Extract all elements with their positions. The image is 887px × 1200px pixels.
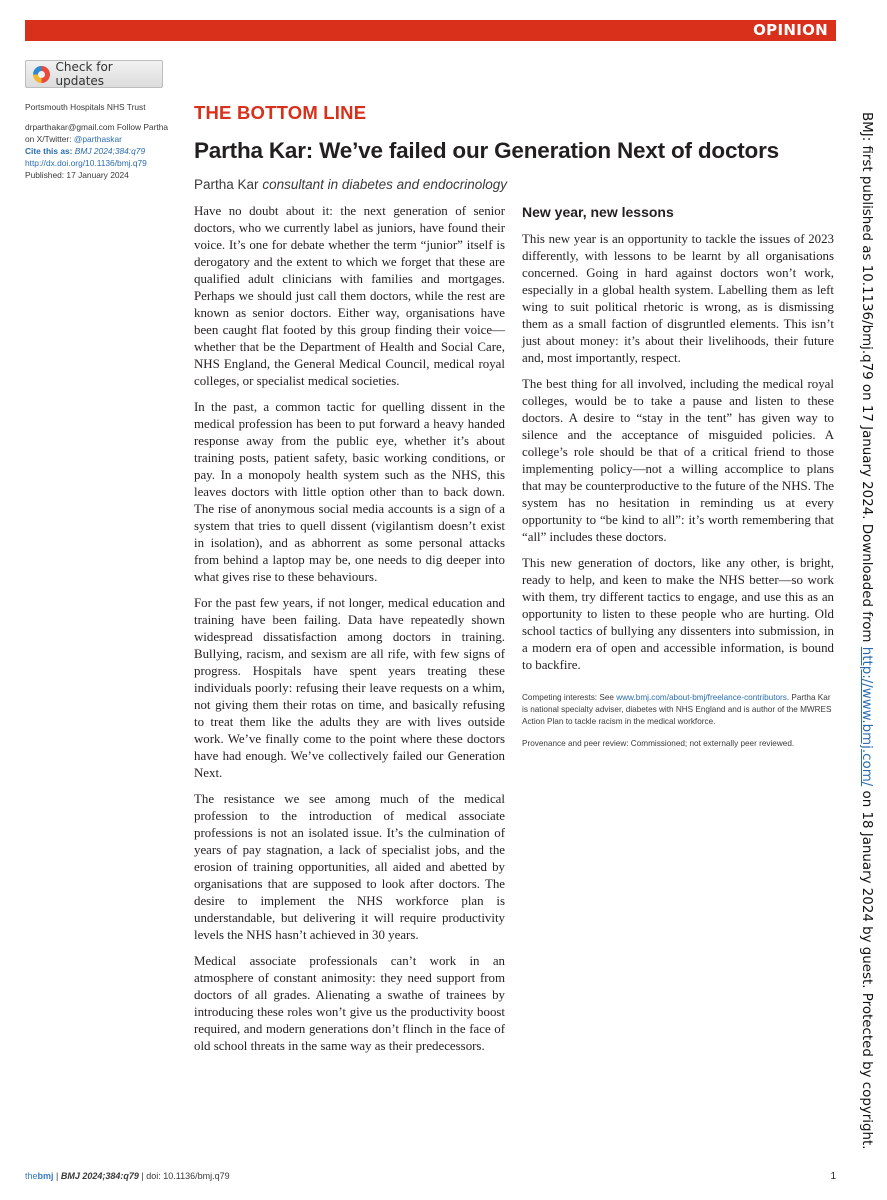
body-paragraph: For the past few years, if not longer, medical education and training have been failing. Data have repeatedly shown widespread dissatisfaction among doctors in training. Bullying, racism, and sexism are all rife, with few signs of progress. Hospitals have spent years treating these individuals poorly: refusing their leave requests on a whim, not giving them their rotas on time, and basically refusing to treat them like the adults they are with lives outside work. We’ve finally come to the point where these doctors have had enough. We’ve collectively failed our Generation Next. — [194, 596, 505, 780]
copyright-notice — [856, 112, 876, 1150]
copyright-notice-end: on 18 January 2024 by guest. Protected by copyright. — [859, 786, 874, 1150]
author-affiliation: Portsmouth Hospitals NHS Trust — [25, 102, 146, 112]
published-date: Published: 17 January 2024 — [25, 170, 129, 180]
section-bar — [25, 20, 836, 41]
byline — [194, 177, 507, 192]
cite-line — [25, 145, 175, 157]
section-label: OPINION — [753, 21, 828, 39]
body-paragraph: Medical associate professionals can’t work in an atmosphere of constant animosity: they need support from doctors of all grades. Alienating a swathe of trainees by introducing these roles won’t give us the productivity boost required, and modern generations don’t flinch in the face of old school threats in the same way as their predecessors. — [194, 954, 505, 1053]
provenance-note: Provenance and peer review: Commissioned; not externally peer reviewed. — [522, 739, 795, 748]
article-kicker: THE BOTTOM LINE — [194, 102, 367, 123]
article-notes — [522, 692, 834, 750]
cite-value: BMJ 2024;384:q79 — [74, 146, 146, 156]
bmj-site-link[interactable]: http://www.bmj.com/ — [859, 646, 874, 787]
footer-brand-the: the — [25, 1171, 38, 1181]
article-column-left — [194, 203, 505, 1064]
article-sidebar — [25, 101, 175, 181]
crossmark-icon — [33, 66, 50, 83]
contact-text: drparthakar@gmail.com Follow Partha on X/Twitter: — [25, 122, 169, 144]
footer-citation: BMJ 2024;384:q79 — [60, 1171, 139, 1181]
check-for-updates-button[interactable] — [25, 60, 163, 88]
competing-text: . Partha Kar is national specialty adviser, diabetes with NHS England and is author of the MWRES Action Plan to tackle racism in the medical workforce. — [522, 693, 832, 726]
body-paragraph: The resistance we see among much of the medical profession to the introduction of medical associate professions is not an isolated issue. It’s the culmination of years of pay stagnation, a lack of specialist jobs, and the erosion of training opportunities, all aided and abetted by organisations that are supposed to look after doctors. The desire to implement the NHS workforce plan is understandable, but delivering it will require productivity levels the NHS hasn’t achieved in 30 years. — [194, 792, 505, 942]
doi-link[interactable]: http://dx.doi.org/10.1136/bmj.q79 — [25, 158, 147, 168]
article-title: Partha Kar: We’ve failed our Generation Next of doctors — [194, 138, 779, 163]
article-column-right — [522, 204, 834, 760]
copyright-notice-start: BMJ: first published as 10.1136/bmj.q79 on 17 January 2024. Downloaded from — [859, 112, 874, 647]
author-name: Partha Kar — [194, 177, 259, 192]
body-paragraph: The best thing for all involved, including the medical royal colleges, would be to take a pause and listen to these doctors. A desire to “stay in the tent” has given way to silence and the acceptance of misguided policies. A college’s role should be that of a critical friend to those implementing policy—not a willing accomplice to plans that may be counterproductive to the future of the NHS. The system has no hesitation in reminding us at every opportunity to “be kind to all”: it’s worth remembering that “all” includes these doctors. — [522, 377, 834, 544]
page-footer — [25, 1171, 836, 1181]
footer-doi: | doi: 10.1136/bmj.q79 — [138, 1171, 230, 1181]
body-paragraph: This new year is an opportunity to tackle the issues of 2023 differently, with lessons to be learnt by all organisations concerned. Going in hard against doctors won’t work, especially in a global health system. Labelling them as left wing to suit political rhetoric is wrong, as is dismissing them as a small faction of disgruntled elements. This isn’t just about money: it’s about their livelihoods, their future and, most importantly, respect. — [522, 232, 834, 365]
check-for-updates-label: Check for updates — [55, 60, 113, 88]
freelance-contributors-link[interactable]: www.bmj.com/about-bmj/freelance-contributors — [616, 693, 787, 702]
page-number: 1 — [830, 1171, 836, 1182]
competing-interests — [522, 692, 834, 728]
footer-separator: | — [53, 1171, 61, 1181]
footer-brand-bmj: bmj — [37, 1171, 54, 1181]
author-role: consultant in diabetes and endocrinology — [262, 177, 507, 192]
twitter-handle-link[interactable]: @parthaskar — [73, 134, 122, 144]
author-contact — [25, 121, 175, 145]
body-paragraph: This new generation of doctors, like any other, is bright, ready to help, and keen to make the NHS better—so work with them, try different tactics to engage, and use this as an opportunity to listen to these people who are hurting. Old school tactics of bullying any dissenters into submission, in a modern era of open and accessible information, is bound to backfire. — [522, 556, 834, 672]
cite-label: Cite this as: — [25, 146, 75, 156]
body-paragraph: Have no doubt about it: the next generation of senior doctors, who we currently label as juniors, have found their voice. It’s one for debate whether the term “junior” itself is derogatory and the extent to which we forget that these are qualified adult clinicians with families and mortgages. Perhaps we should just call them doctors, while the rest are known as senior doctors. Either way, organisations have been caught flat footed by this group finding their voice—whether that be the Department of Health and Social Care, NHS England, the General Medical Council, medical royal colleges, or specialist medical societies. — [194, 204, 505, 388]
competing-label: Competing interests: See — [522, 693, 617, 702]
section-heading: New year, new lessons — [522, 204, 674, 220]
body-paragraph: In the past, a common tactic for quelling dissent in the medical profession has been to put forward a heavy handed response away from the public eye, whether it’s about training posts, patient safety, basic working conditions, or pay. In a monopoly health system such as the NHS, this leaves doctors with little option other than to back down. The rise of anonymous social media accounts is a sign of a system that tries to quell dissent (vigilantism doesn’t exist in isolation), and as abhorrent as some personal attacks from behind a laptop may be, one needs to dig deeper into what gives rise to these behaviours. — [194, 400, 505, 584]
